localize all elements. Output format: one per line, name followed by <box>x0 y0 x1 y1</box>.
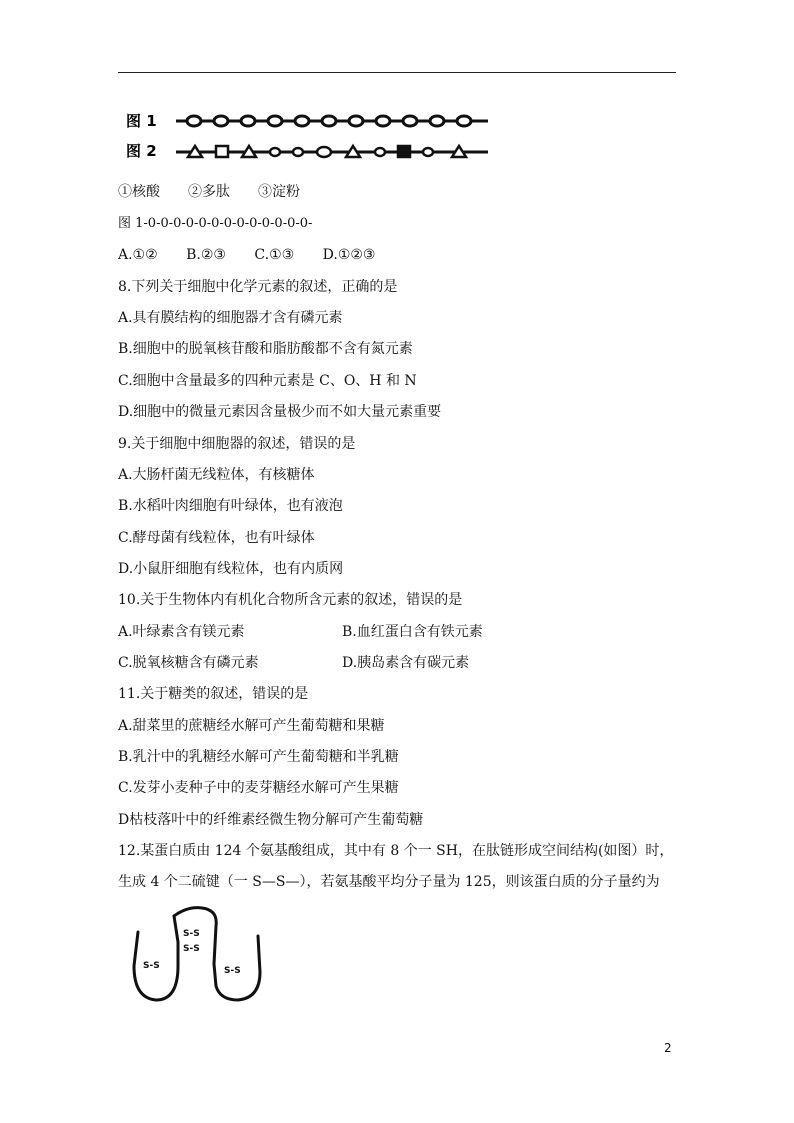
q11-stem: 11.关于糖类的叙述，错误的是 <box>118 686 309 702</box>
q7-options <box>118 245 375 265</box>
q9-option-d[interactable]: D.小鼠肝细胞有线粒体，也有内质网 <box>118 561 344 577</box>
q10-option-b[interactable]: B.血红蛋白含有铁元素 <box>342 624 483 640</box>
disulfide-bond-figure <box>130 906 270 1006</box>
q11-option-c[interactable]: C.发芽小麦种子中的麦芽糖经水解可产生果糖 <box>118 780 399 796</box>
q11-option-b[interactable]: B.乳汁中的乳糖经水解可产生葡萄糖和半乳糖 <box>118 749 399 765</box>
figure-1-label: 图 1 <box>126 112 157 130</box>
ss-bond-2: S-S <box>183 929 200 939</box>
q10-option-c[interactable]: C.脱氧核糖含有磷元素 <box>118 655 259 671</box>
choices-line: ①核酸 ②多肽 ③淀粉 <box>118 184 300 200</box>
header-rule <box>118 72 676 73</box>
q9-option-b[interactable]: B.水稻叶肉细胞有叶绿体，也有液泡 <box>118 498 343 514</box>
q11-option-d[interactable]: D枯枝落叶中的纤维素经微生物分解可产生葡萄糖 <box>118 812 424 828</box>
page-number: 2 <box>664 1041 672 1055</box>
figure-2-label: 图 2 <box>126 142 157 160</box>
ss-bond-1: S-S <box>143 961 160 971</box>
q8-option-d[interactable]: D.细胞中的微量元素因含量极少而不如大量元素重要 <box>118 404 442 420</box>
q10-option-d[interactable]: D.胰岛素含有碳元素 <box>342 655 470 671</box>
q9-option-a[interactable]: A.大肠杆菌无线粒体，有核糖体 <box>118 467 315 483</box>
ss-bond-4: S-S <box>224 966 241 976</box>
q8-option-c[interactable]: C.细胞中含量最多的四种元素是 C、O、H 和 N <box>118 373 417 389</box>
q10-option-a[interactable]: A.叶绿素含有镁元素 <box>118 624 245 640</box>
chain-text: 图 1-0-0-0-0-0-0-0-0-0-0-0-0-0- <box>118 216 313 231</box>
q8-option-b[interactable]: B.细胞中的脱氧核苷酸和脂肪酸都不含有氮元素 <box>118 341 413 357</box>
q8-stem: 8.下列关于细胞中化学元素的叙述，正确的是 <box>118 279 398 295</box>
q7-option-d[interactable]: D.①②③ <box>322 247 376 263</box>
q9-option-c[interactable]: C.酵母菌有线粒体，也有叶绿体 <box>118 530 315 546</box>
q7-option-a[interactable]: A.①② <box>118 247 158 263</box>
q7-option-c[interactable]: C.①③ <box>254 247 295 263</box>
q9-stem: 9.关于细胞中细胞器的叙述，错误的是 <box>118 436 356 452</box>
polymer-chain-figure <box>124 108 494 164</box>
ss-bond-3: S-S <box>183 944 200 954</box>
q7-option-b[interactable]: B.②③ <box>186 247 226 263</box>
q11-option-a[interactable]: A.甜菜里的蔗糖经水解可产生葡萄糖和果糖 <box>118 718 385 734</box>
q8-option-a[interactable]: A.具有膜结构的细胞器才含有磷元素 <box>118 310 343 326</box>
q10-stem: 10.关于生物体内有机化合物所含元素的叙述，错误的是 <box>118 592 463 608</box>
q12-stem: 12.某蛋白质由 124 个氨基酸组成，其中有 8 个一 SH，在肽链形成空间结构(如图）时，生成 4 个二硫键（一 S—S—），若氨基酸平均分子量为 125，则该蛋白质的分子量约为 <box>118 843 674 890</box>
